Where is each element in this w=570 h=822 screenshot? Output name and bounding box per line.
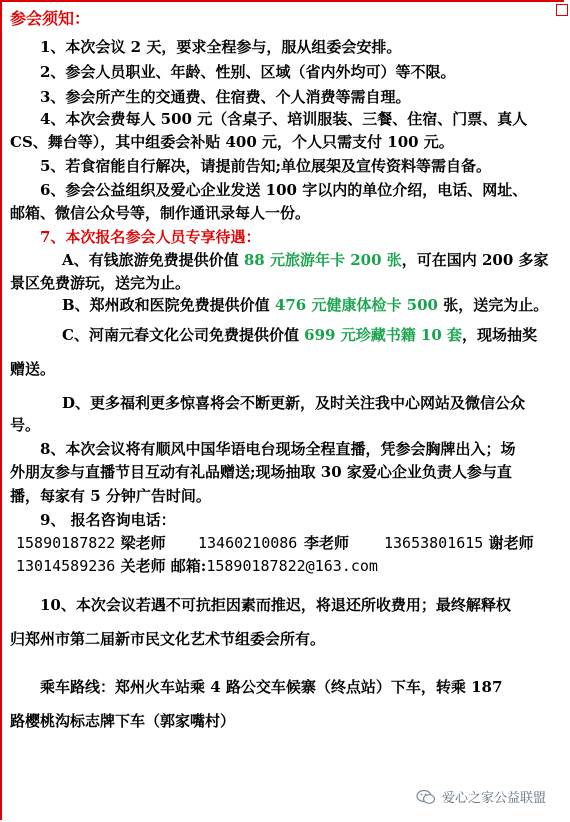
watermark: [416, 787, 546, 806]
notice-title: 参会须知：: [10, 9, 91, 28]
item-10-line2: 归郑州市第二届新市民文化艺术节组委会所有。: [10, 630, 326, 648]
benefit-c-suffix: ，现场抽奖: [462, 326, 538, 344]
contact-phone-2: 13460210086: [198, 534, 298, 552]
email-address: 15890187822@163.com: [206, 557, 378, 575]
benefit-d-line1: D、更多福利更多惊喜将会不断更新，及时关注我中心网站及微信公众: [62, 394, 526, 412]
benefit-b-prefix: B、郑州政和医院免费提供价值: [62, 296, 275, 314]
item-6-line1: 6、参会公益组织及爱心企业发送 100 字以内的单位介绍，电话、网址、: [40, 181, 528, 199]
item-4-line2: CS、舞台等），其中组委会补贴 400 元，个人只需支付 100 元。: [10, 133, 454, 151]
watermark-label: 爱心之家公益联盟: [441, 791, 546, 806]
benefit-c-line1: [62, 326, 537, 344]
item-7-heading: 7、本次报名参会人员专享待遇：: [40, 228, 261, 246]
item-8-line2: 外朋友参与直播节目互动有礼品赠送;现场抽取 30 家爱心企业负责人参与直: [10, 463, 512, 481]
item-4-line1: 4、本次会费每人 500 元（含桌子、培训服装、三餐、住宿、门票、真人: [40, 110, 528, 128]
benefit-c-highlight: 699 元珍藏书籍 10 套: [304, 326, 463, 344]
contact-name-4: 关老师: [115, 557, 166, 575]
benefit-d-line2: 号。: [10, 416, 41, 434]
benefit-b-suffix: 张，送完为止。: [437, 296, 549, 314]
benefit-a-highlight: 88 元旅游年卡 200 张: [243, 251, 402, 269]
item-2: 2、参会人员职业、年龄、性别、区域（省内外均可）等不限。: [40, 63, 456, 81]
item-8-line3: 播，每家有 5 分钟广告时间。: [10, 487, 211, 505]
contact-row-2: [198, 534, 297, 552]
contact-row-1: [16, 534, 166, 552]
benefit-a-prefix: A、有钱旅游免费提供价值: [62, 251, 244, 269]
benefit-a-line1: [62, 251, 549, 269]
benefit-a-line2: 景区免费游玩，送完为止。: [10, 274, 191, 292]
benefit-c-line2: 赠送。: [10, 360, 56, 378]
contact-phone-4: 13014589236: [16, 557, 116, 575]
contact-phone-1: 15890187822: [16, 534, 116, 552]
bus-route-line1: 乘车路线：郑州火车站乘 4 路公交车候寨（终点站）下车，转乘 187: [40, 678, 503, 696]
benefit-c-prefix: C、河南元春文化公司免费提供价值: [62, 326, 305, 344]
benefit-a-suffix: ，可在国内 200 多家: [401, 251, 549, 269]
contact-name-1: 梁老师: [115, 534, 166, 552]
benefit-b: [62, 296, 548, 314]
benefit-b-highlight: 476 元健康体检卡 500: [274, 296, 438, 314]
item-8-line1: 8、本次会议将有顺风中国华语电台现场全程直播，凭参会胸牌出入；场: [40, 440, 516, 458]
contact-row-3: [384, 534, 534, 552]
item-5: 5、若食宿能自行解决，请提前告知;单位展架及宣传资料等需自备。: [40, 157, 491, 175]
item-3: 3、参会所产生的交通费、住宿费、个人消费等需自理。: [40, 88, 411, 106]
wechat-icon: [416, 789, 436, 805]
email-label: 邮箱:: [165, 557, 207, 575]
item-10-line1: 10、本次会议若遇不可抗拒因素而推迟，将退还所收费用；最终解释权: [40, 596, 511, 614]
bus-route-line2: 路樱桃沟标志牌下车（郭家嘴村）: [10, 712, 236, 730]
contact-phone-3: 13653801615: [384, 534, 484, 552]
corner-mark: [556, 4, 568, 16]
contact-name-2: 李老师: [304, 534, 350, 552]
contact-name-3: 谢老师: [483, 534, 534, 552]
item-1: 1、本次会议 2 天，要求全程参与，服从组委会安排。: [40, 38, 402, 56]
contact-row-4: [16, 557, 378, 575]
item-6-line2: 邮箱、微信公众号等，制作通讯录每人一份。: [10, 204, 311, 222]
item-9-heading: 9、 报名咨询电话：: [40, 511, 176, 529]
